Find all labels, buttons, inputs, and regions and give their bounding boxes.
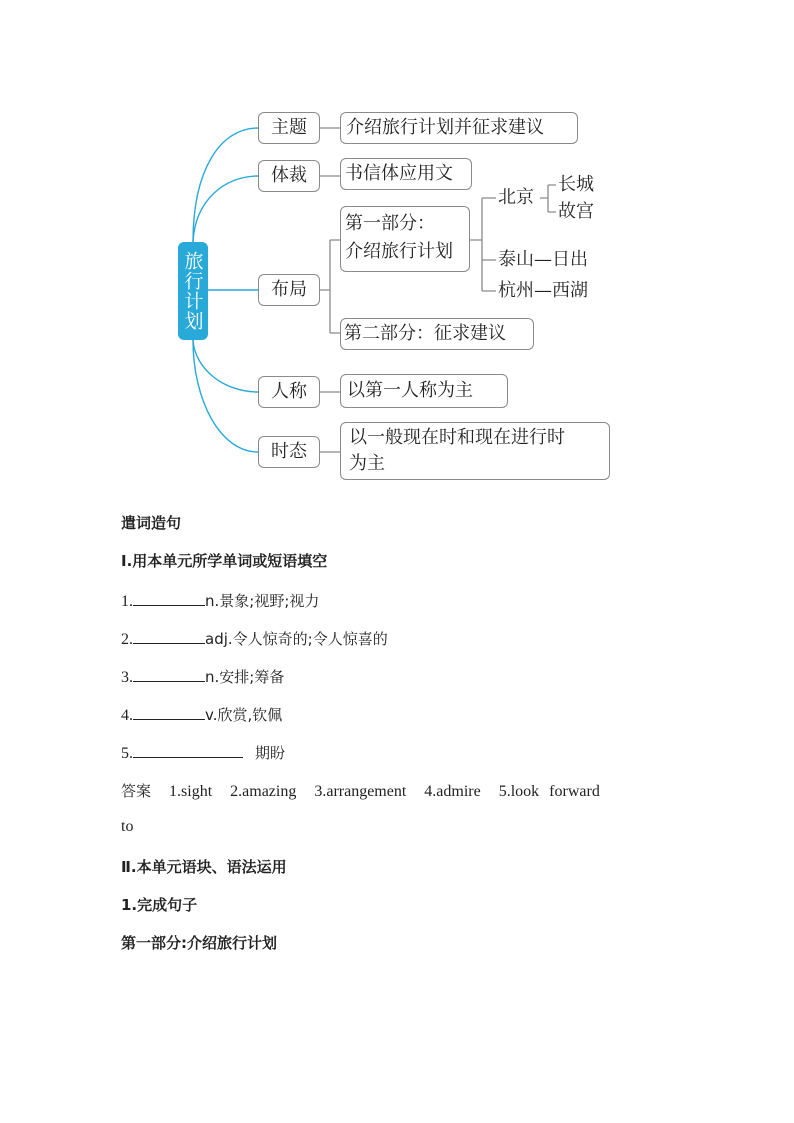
tense-line1: 以一般现在时和现在进行时 bbox=[349, 427, 565, 448]
answer-blank[interactable] bbox=[133, 591, 205, 606]
answer-label: 答案 bbox=[121, 782, 152, 800]
branch-tense-content bbox=[340, 422, 610, 480]
answer-blank[interactable] bbox=[133, 667, 205, 682]
item-number: 5. bbox=[121, 745, 133, 762]
item-hint: n.安排;筹备 bbox=[205, 668, 285, 686]
item-hint: n.景象;视野;视力 bbox=[205, 592, 320, 610]
branch-layout-part2: 第二部分：征求建议 bbox=[340, 318, 534, 350]
branch-genre-content: 书信体应用文 bbox=[340, 158, 472, 190]
subheading-part-one: 第一部分:介绍旅行计划 bbox=[121, 934, 277, 952]
place-hangzhou: 杭州—西湖 bbox=[498, 280, 588, 301]
answer-blank[interactable] bbox=[133, 705, 205, 720]
item-hint: 期盼 bbox=[255, 744, 286, 762]
place-forbidden-city: 故宫 bbox=[558, 201, 594, 222]
answer-item: 4.admire bbox=[424, 783, 481, 800]
place-taishan: 泰山—日出 bbox=[498, 249, 588, 270]
branch-layout-part1 bbox=[340, 206, 470, 272]
item-hint: adj.令人惊奇的;令人惊喜的 bbox=[205, 630, 388, 648]
item-hint: v.欣赏,钦佩 bbox=[205, 706, 283, 724]
place-great-wall: 长城 bbox=[558, 174, 594, 195]
part2-title: Ⅱ.本单元语块、语法运用 bbox=[121, 858, 287, 876]
branch-topic-content: 介绍旅行计划并征求建议 bbox=[340, 112, 578, 144]
list-item bbox=[121, 742, 285, 763]
item-number: 1. bbox=[121, 593, 133, 610]
answer-item: forward bbox=[549, 783, 600, 800]
section-title: 遣词造句 bbox=[121, 514, 182, 532]
branch-person-label: 人称 bbox=[258, 376, 320, 408]
item-number: 2. bbox=[121, 631, 133, 648]
list-item bbox=[121, 666, 284, 687]
place-beijing: 北京 bbox=[498, 187, 534, 208]
branch-layout-label: 布局 bbox=[258, 274, 320, 306]
answer-item: 5.look bbox=[498, 783, 540, 800]
list-item bbox=[121, 628, 388, 649]
part1-title: Ⅰ.用本单元所学单词或短语填空 bbox=[121, 552, 328, 570]
mindmap-center-node bbox=[178, 242, 208, 340]
branch-tense-label: 时态 bbox=[258, 436, 320, 468]
answer-item: 3.arrangement bbox=[314, 783, 407, 800]
answer-continuation: to bbox=[121, 818, 134, 835]
answer-line bbox=[121, 780, 600, 801]
item-number: 4. bbox=[121, 707, 133, 724]
list-item bbox=[121, 590, 319, 611]
answer-blank[interactable] bbox=[133, 629, 205, 644]
part1-line2: 介绍旅行计划 bbox=[345, 241, 453, 262]
subheading-complete-sentences: 1.完成句子 bbox=[121, 896, 198, 914]
answer-blank[interactable] bbox=[133, 743, 243, 758]
mindmap-center-label: 旅行计划 bbox=[181, 251, 204, 331]
answer-item: 2.amazing bbox=[230, 783, 297, 800]
branch-genre-label: 体裁 bbox=[258, 160, 320, 192]
item-number: 3. bbox=[121, 669, 133, 686]
tense-line2: 为主 bbox=[349, 453, 385, 474]
branch-person-content: 以第一人称为主 bbox=[340, 374, 508, 408]
list-item bbox=[121, 704, 282, 725]
branch-topic-label: 主题 bbox=[258, 112, 320, 144]
answer-item: 1.sight bbox=[169, 783, 213, 800]
part1-line1: 第一部分： bbox=[345, 213, 435, 234]
